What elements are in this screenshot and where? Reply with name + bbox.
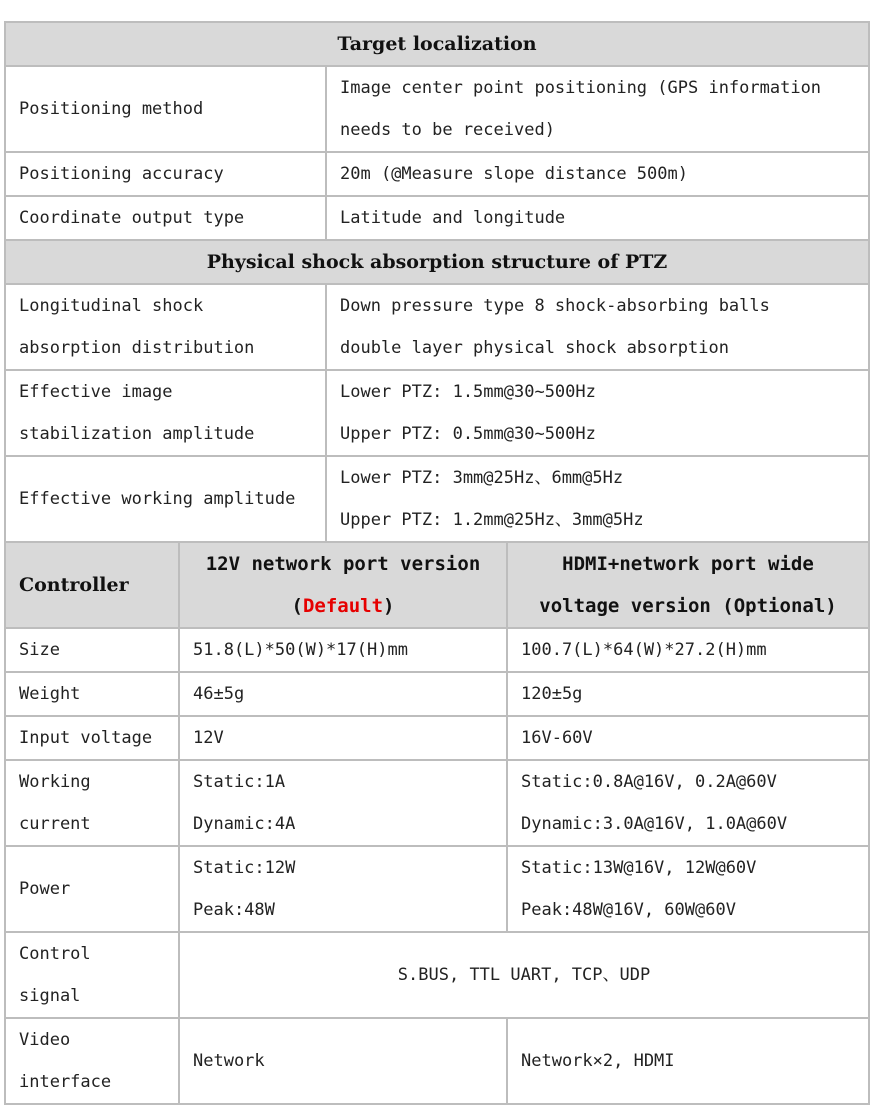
spec-sheet: [4, 21, 868, 1105]
row-label: Weight: [5, 672, 179, 716]
row-value-12v: 46±5g: [179, 672, 507, 716]
row-label: Positioning accuracy: [5, 152, 326, 196]
row-label: Power: [5, 846, 179, 932]
table-row: [5, 196, 869, 240]
row-value-hdmi: 120±5g: [507, 672, 869, 716]
row-value-hdmi: Network×2, HDMI: [507, 1018, 869, 1104]
row-value-12v: Network: [179, 1018, 507, 1104]
table-row: [5, 66, 869, 152]
row-value: Down pressure type 8 shock-absorbing balls double layer physical shock absorption: [326, 284, 869, 370]
table-row: [5, 1018, 869, 1104]
row-label: Effective working amplitude: [5, 456, 326, 542]
table-row: [5, 760, 869, 846]
row-label: Control signal: [5, 932, 179, 1018]
controller-table: [4, 541, 870, 1105]
table-row: [5, 846, 869, 932]
row-value-12v: 51.8(L)*50(W)*17(H)mm: [179, 628, 507, 672]
row-value-hdmi: 16V-60V: [507, 716, 869, 760]
control-signal-value: S.BUS, TTL UART, TCP、UDP: [179, 932, 869, 1018]
section-title-controller: Controller: [5, 542, 179, 628]
row-value: 20m (@Measure slope distance 500m): [326, 152, 869, 196]
row-value-12v: Static:1A Dynamic:4A: [179, 760, 507, 846]
row-label: Coordinate output type: [5, 196, 326, 240]
row-value-hdmi: Static:0.8A@16V, 0.2A@60V Dynamic:3.0A@16V, 1.0A@60V: [507, 760, 869, 846]
column-header-12v: 12V network port version (Default): [179, 542, 507, 628]
row-label: Longitudinal shock absorption distribution: [5, 284, 326, 370]
table-row: [5, 370, 869, 456]
row-value-12v: Static:12W Peak:48W: [179, 846, 507, 932]
row-label: Input voltage: [5, 716, 179, 760]
table-row: [5, 284, 869, 370]
row-label: Video interface: [5, 1018, 179, 1104]
table-row: [5, 628, 869, 672]
row-label: Size: [5, 628, 179, 672]
default-tag: Default: [302, 595, 384, 617]
section-title-target-localization: Target localization: [5, 22, 869, 66]
row-value-12v: 12V: [179, 716, 507, 760]
row-label: Positioning method: [5, 66, 326, 152]
target-localization-table: [4, 21, 870, 543]
row-value: Lower PTZ: 3mm@25Hz、6mm@5Hz Upper PTZ: 1.2mm@25Hz、3mm@5Hz: [326, 456, 869, 542]
table-row: [5, 672, 869, 716]
table-row: [5, 932, 869, 1018]
row-value-hdmi: 100.7(L)*64(W)*27.2(H)mm: [507, 628, 869, 672]
row-value: Lower PTZ: 1.5mm@30~500Hz Upper PTZ: 0.5mm@30~500Hz: [326, 370, 869, 456]
row-value-hdmi: Static:13W@16V, 12W@60V Peak:48W@16V, 60W@60V: [507, 846, 869, 932]
column-header-hdmi: HDMI+network port wide voltage version (Optional): [507, 542, 869, 628]
section-title-ptz: Physical shock absorption structure of PTZ: [5, 240, 869, 284]
table-row: [5, 716, 869, 760]
table-row: [5, 456, 869, 542]
table-row: [5, 152, 869, 196]
row-value: Latitude and longitude: [326, 196, 869, 240]
row-label: Working current: [5, 760, 179, 846]
row-label: Effective image stabilization amplitude: [5, 370, 326, 456]
row-value: Image center point positioning (GPS information needs to be received): [326, 66, 869, 152]
